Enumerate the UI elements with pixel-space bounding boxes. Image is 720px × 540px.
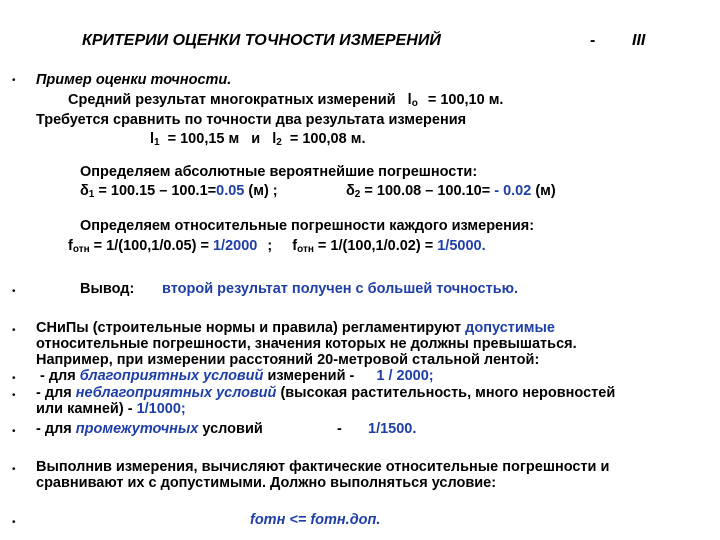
f2-expression: = 1/(100,1/0.02) = [317, 238, 434, 254]
unfavorable-value: 1/1000; [136, 401, 186, 417]
bullet: • [12, 426, 16, 437]
final-condition: fотн <= fотн.доп. [250, 512, 381, 528]
unfavorable-prefix: - для [36, 385, 72, 401]
l1-subscript: 1 [154, 137, 160, 148]
f1-result: 1/2000 [212, 238, 258, 254]
favorable-conditions: благоприятных условий [79, 368, 264, 384]
example-heading: Пример оценки точности. [36, 72, 232, 88]
delta1-symbol: δ [80, 183, 89, 199]
favorable-prefix: - для [40, 368, 76, 384]
f2-result: 1/5000. [437, 238, 486, 254]
bullet: • [12, 390, 16, 401]
delta2-expression: = 100.08 – 100.10= [364, 183, 491, 199]
delta2-symbol: δ [346, 183, 355, 199]
delta1-unit: (м) ; [248, 183, 278, 199]
intermediate-value: 1/1500. [368, 421, 417, 437]
intermediate-conditions: промежуточных [75, 421, 199, 437]
l2-symbol: l [272, 131, 277, 147]
intermediate-prefix: - для [36, 421, 72, 437]
title-dash: - [590, 32, 596, 49]
f2-symbol: f [292, 238, 298, 254]
l1-symbol: l [150, 131, 155, 147]
delta1-expression: = 100.15 – 100.1= [98, 183, 217, 199]
snip-line-3: Например, при измерении расстояний 20-метровой стальной лентой: [36, 352, 540, 368]
title-part-number: III [632, 32, 646, 49]
l2-value: = 100,08 м. [289, 131, 366, 147]
f2-subscript: отн [297, 244, 314, 255]
l1-value: = 100,15 м [167, 131, 240, 147]
absolute-errors-heading: Определяем абсолютные вероятнейшие погрешности: [80, 164, 478, 180]
snip-intro: СНиПы (строительные нормы и правила) регламентируют [36, 320, 462, 336]
favorable-conditions-line [40, 368, 434, 385]
delta2-subscript: 2 [354, 189, 361, 200]
final-line-2: сравнивают их с допустимыми. Должно выполняться условие: [36, 475, 497, 491]
intermediate-dash: - [337, 421, 342, 437]
conclusion-label: Вывод: [80, 281, 135, 297]
final-line-1: Выполнив измерения, вычисляют фактические относительные погрешности и [36, 459, 610, 475]
l2-subscript: 2 [276, 137, 282, 148]
intermediate-conditions-line [36, 421, 263, 438]
f1-subscript: отн [72, 244, 90, 255]
f1-symbol: f [68, 238, 73, 254]
and-word: и [251, 131, 261, 147]
average-symbol: l [407, 92, 412, 108]
unfavorable-conditions-line-2 [36, 401, 186, 418]
conclusion-text: второй результат получен с большей точностью. [162, 281, 519, 297]
average-value: = 100,10 м. [427, 92, 504, 108]
snip-allowed-word: допустимые [465, 320, 555, 336]
average-label: Средний результат многократных измерений [68, 92, 396, 108]
delta1-subscript: 1 [88, 189, 95, 200]
bullet: • [12, 286, 16, 297]
average-result-line [68, 92, 503, 112]
page-title: КРИТЕРИИ ОЦЕНКИ ТОЧНОСТИ ИЗМЕРЕНИЙ [82, 32, 441, 49]
bullet: • [12, 517, 16, 528]
absolute-errors-line-2 [346, 183, 556, 203]
absolute-errors-line [80, 183, 278, 203]
bullet: • [12, 75, 16, 86]
measurements-line [150, 131, 365, 151]
unfavorable-line2-text: или камней) - [36, 401, 133, 417]
unfavorable-rest: (высокая растительность, много неровностей [280, 385, 616, 401]
relative-errors-heading: Определяем относительные погрешности каждого измерения: [80, 218, 535, 234]
favorable-mid: измерений - [267, 368, 355, 384]
unfavorable-conditions: неблагоприятных условий [75, 385, 277, 401]
unfavorable-conditions-line [36, 385, 615, 402]
f1-expression: = 1/(100,1/0.05) = [93, 238, 209, 254]
intermediate-rest: условий [202, 421, 263, 437]
delta1-result: 0.05 [216, 183, 245, 199]
snip-line-2: относительные погрешности, значения которых не должны превышаться. [36, 336, 577, 352]
average-subscript: o [411, 98, 418, 109]
snip-line-1 [36, 320, 555, 337]
delta2-result: - 0.02 [494, 183, 532, 199]
relative-separator: ; [267, 238, 273, 254]
bullet: • [12, 464, 16, 475]
bullet: • [12, 373, 16, 384]
favorable-value: 1 / 2000; [376, 368, 434, 384]
relative-errors-line [68, 238, 486, 258]
delta2-unit: (м) [535, 183, 556, 199]
compare-line: Требуется сравнить по точности два результата измерения [36, 112, 467, 128]
bullet: • [12, 325, 16, 336]
